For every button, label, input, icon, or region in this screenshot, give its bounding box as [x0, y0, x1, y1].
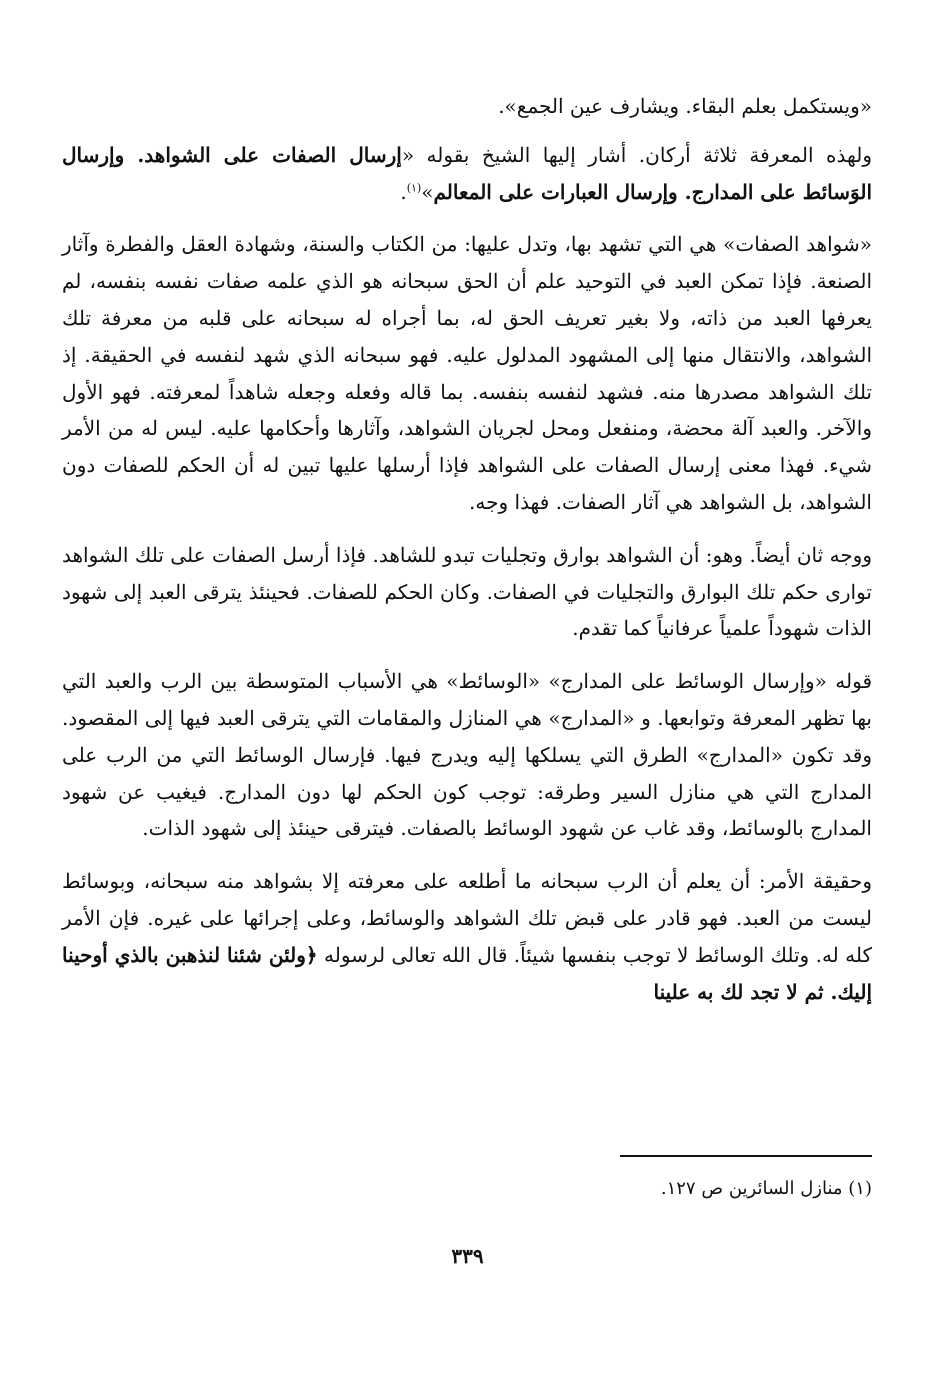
paragraph-2-quote-bold: إرسال الصفات على الشواهد. وإرسال الوَسائط على المدارج. وإرسال العبارات على المعالم [62, 142, 872, 204]
paragraph-1: «ويستكمل بعلم البقاء. ويشارف عين الجمع». [498, 94, 872, 118]
footnote: (١) منازل السائرين ص ١٢٧. [660, 1178, 872, 1199]
footnote-divider [620, 1155, 872, 1157]
page-number: ٣٣٩ [451, 1244, 484, 1268]
paragraph-3: «شواهد الصفات» هي التي تشهد بها، وتدل عليها: من الكتاب والسنة، وشهادة العقل والفطرة وآثار الصنعة. فإذا تمكن العبد في التوحيد علم أن الحق سبحانه هو الذي علمه صفات نفسه بنفسه، لم يعرفها العبد من ذاته، ولا بغير تعريف الحق له، بما أجراه له سبحانه على قلبه من معرفة تلك الشواهد، والانتقال منها إلى المشهود المدلول عليه. فهو سبحانه الذي شهد لنفسه في الحقيقة. إذ تلك الشواهد مصدرها منه. فشهد لنفسه بنفسه. بما قاله وفعله وجعله شاهداً لمعرفته. فهو الأول والآخر. والعبد آلة محضة، ومنفعل ومحل لجريان الشواهد، وآثارها وأحكامها عليه. ليس له من الأمر شيء. فهذا معنى إرسال الصفات على الشواهد فإذا أرسلها عليها تبين له أن الحكم للصفات دون الشواهد، بل الشواهد هي آثار الصفات. فهذا وجه. [62, 232, 873, 514]
paragraph-5: قوله «وإرسال الوسائط على المدارج» «الوسائط» هي الأسباب المتوسطة بين الرب والعبد التي بها تظهر المعرفة وتوابعها. و «المدارج» هي المنازل والمقامات التي يترقى العبد فيها إلى المقصود. وقد تكون «المدارج» الطرق التي يسلكها إليه ويدرج فيها. فإرسال الوسائط التي من الرب على المدارج التي هي منازل السير وطرقه: توجب كون الحكم لها دون المدارج. فيغيب عن شهود المدارج بالوسائط، وقد غاب عن شهود الوسائط بالصفات. فيترقى حينئذ إلى شهود الذات. [62, 669, 872, 841]
paragraph-2 [62, 137, 872, 211]
paragraph-2-end: . [400, 179, 407, 204]
paragraph-2-quote-close: » [421, 179, 434, 204]
paragraph-2-intro: ولهذه المعرفة ثلاثة أركان. أشار إليها الشيخ بقوله « [401, 142, 872, 167]
paragraph-6 [62, 863, 872, 1010]
quran-verse-bold: ﴿ولئن شئنا لنذهبن بالذي أوحينا إليك. ثم لا تجد لك به علينا [62, 942, 872, 1004]
page-body [62, 88, 872, 1026]
paragraph-4: ووجه ثان أيضاً. وهو: أن الشواهد بوارق وتجليات تبدو للشاهد. فإذا أرسل الصفات على تلك الشواهد توارى حكم تلك البوارق والتجليات في الصفات. وكان الحكم للصفات. فحينئذ يترقى العبد إلى شهود الذات شهوداً علمياً عرفانياً كما تقدم. [62, 542, 872, 641]
paragraph-6-text: وحقيقة الأمر: أن يعلم أن الرب سبحانه ما أطلعه على معرفته إلا بشواهد منه سبحانه، وبوسائط ليست من العبد. فهو قادر على قبض تلك الشواهد والوسائط، وعلى إجرائها على غيره. فإن الأمر كله له. وتلك الوسائط لا توجب بنفسها شيئاً. قال الله تعالى لرسوله [62, 869, 872, 967]
footnote-reference[interactable]: (١) [406, 180, 422, 194]
